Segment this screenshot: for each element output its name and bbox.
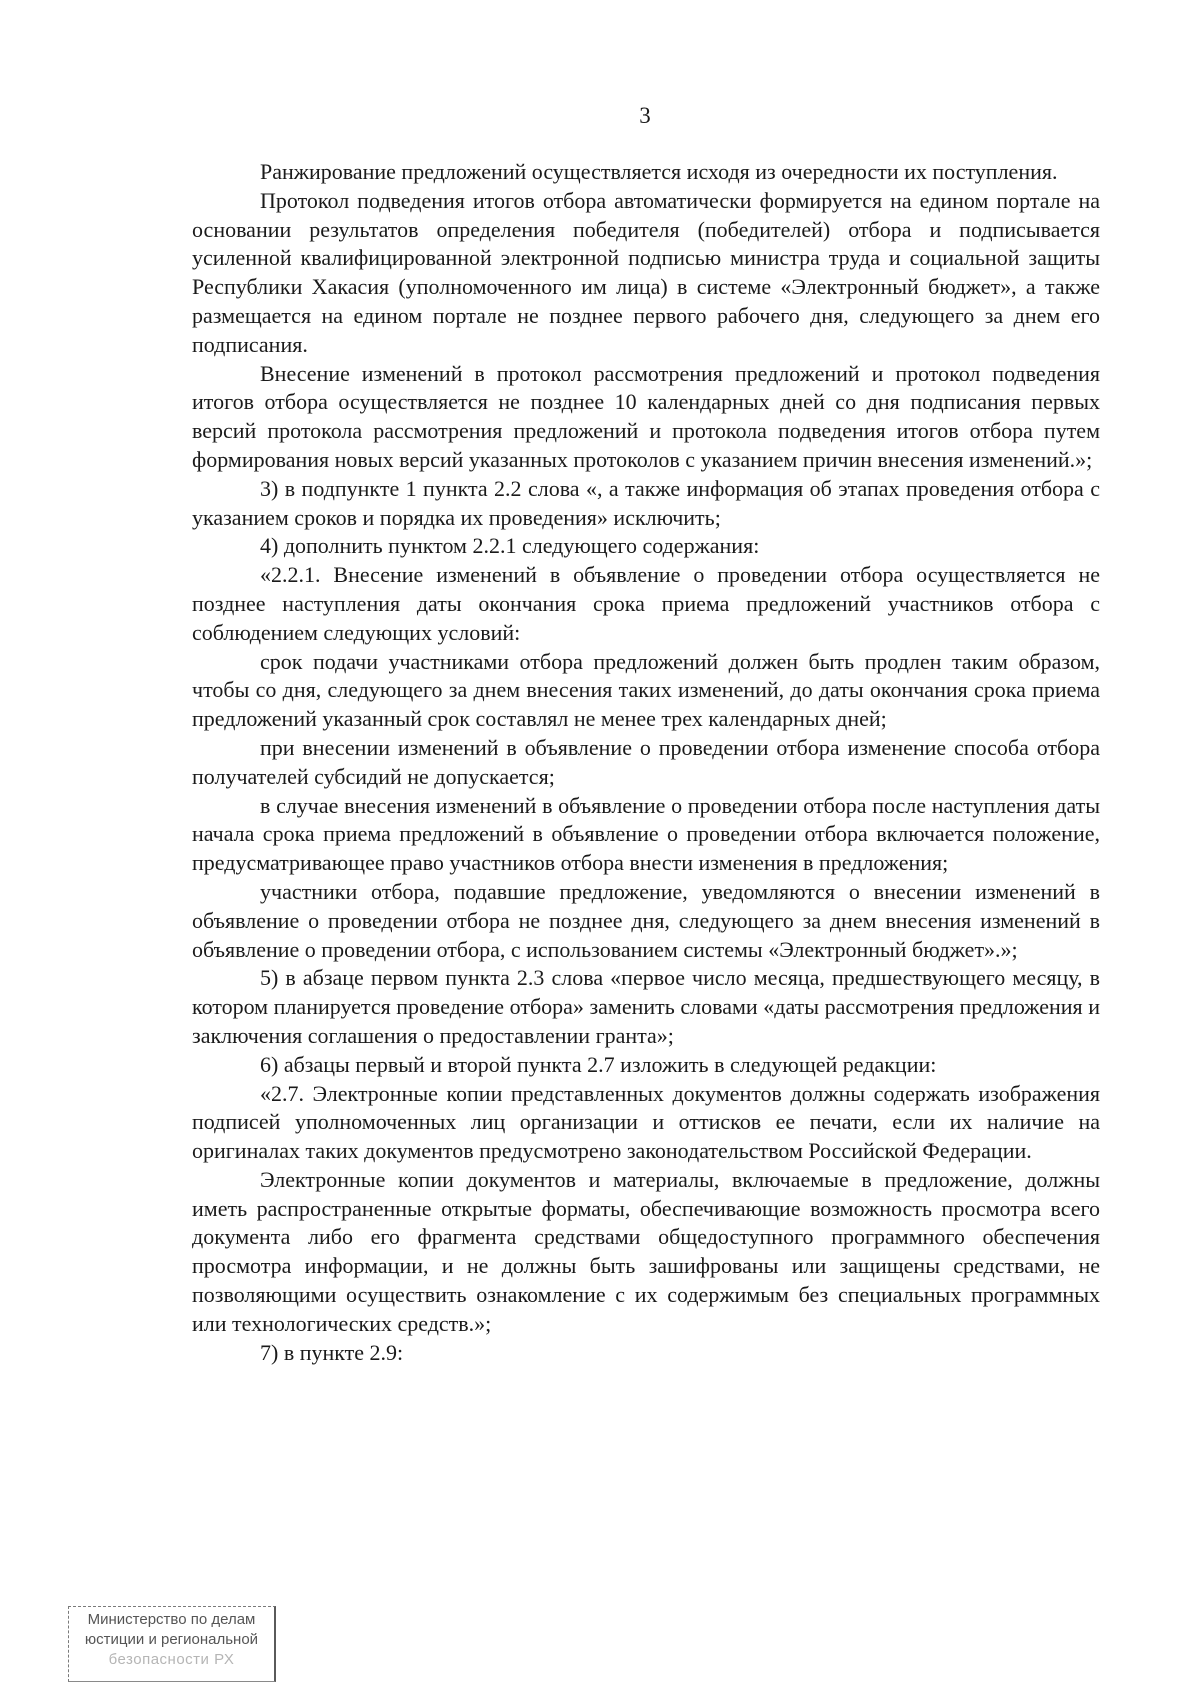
page-number: 3: [639, 103, 651, 128]
ministry-stamp: [68, 1606, 276, 1682]
paragraph-item-6: 6) абзацы первый и второй пункта 2.7 изложить в следующей редакции:: [260, 1051, 937, 1077]
paragraph-deadline-extension: срок подачи участниками отбора предложений должен быть продлен таким образом, чтобы со дня, следующего за днем внесения таких изменений, до даты окончания срока приема предложений указанный срок составлял не менее трех календарных дней;: [192, 648, 1100, 732]
paragraph-item-5: 5) в абзаце первом пункта 2.3 слова «первое число месяца, предшествующего месяцу, в котором планируется проведение отбора» заменить словами «даты рассмотрения предложения и заключения соглашения о предоставлении гранта»;: [192, 965, 1100, 1048]
stamp-line-3: безопасности РХ: [108, 1651, 235, 1668]
stamp-line-2: юстиции и региональной: [84, 1631, 259, 1648]
paragraph-ranking: Ранжирование предложений осуществляется исходя из очередности их поступления.: [260, 159, 1058, 184]
paragraph-item-4: 4) дополнить пунктом 2.2.1 следующего содержания:: [260, 533, 760, 559]
paragraph-2-2-1: «2.2.1. Внесение изменений в объявление о проведении отбора осуществляется не позднее наступления даты окончания срока приема предложений участников отбора с соблюдением следующих условий:: [192, 562, 1100, 645]
paragraph-item-3: 3) в подпункте 1 пункта 2.2 слова «, а также информация об этапах проведения отбора с указанием сроков и порядка их проведения» исключить;: [192, 475, 1100, 530]
paragraph-notification: участники отбора, подавшие предложение, уведомляются о внесении изменений в объявление о проведении отбора не позднее дня, следующего за днем внесения изменений в объявление о проведении отбора, с использованием системы «Электронный бюджет».»;: [192, 878, 1100, 962]
paragraph-electronic-copies: Электронные копии документов и материалы, включаемые в предложение, должны иметь распространенные открытые форматы, обеспечивающие возможность просмотра всего документа либо его фрагмента средствами общедоступного программного обеспечения просмотра информации, и не должны быть зашифрованы или защищены средствами, не позволяющими осуществить ознакомление с их содержимым без специальных программных или технологических средств.»;: [192, 1166, 1100, 1336]
document-body: [192, 158, 1100, 1367]
paragraph-after-start: в случае внесения изменений в объявление о проведении отбора после наступления даты начала срока приема предложений в объявление о проведении отбора включается положение, предусматривающее право участников отбора внести изменения в предложения;: [192, 792, 1100, 876]
paragraph-protocol-results: Протокол подведения итогов отбора автоматически формируется на едином портале на основании результатов определения победителя (победителей) отбора и подписывается усиленной квалифицированной электронной подписью министра труда и социальной защиты Республики Хакасия (уполномоченного им лица) в системе «Электронный бюджет», а также размещается на едином портале не позднее первого рабочего дня, следующего за днем его подписания.: [192, 187, 1100, 357]
stamp-line-1: Министерство по делам: [87, 1611, 256, 1628]
paragraph-item-7: 7) в пункте 2.9:: [260, 1339, 404, 1365]
paragraph-method-change: при внесении изменений в объявление о проведении отбора изменение способа отбора получателей субсидий не допускается;: [192, 734, 1100, 789]
paragraph-protocol-changes: Внесение изменений в протокол рассмотрения предложений и протокол подведения итогов отбора осуществляется не позднее 10 календарных дней со дня подписания первых версий протокола рассмотрения предложений и протокола подведения итогов отбора путем формирования новых версий указанных протоколов с указанием причин внесения изменений.»;: [192, 360, 1100, 472]
paragraph-2-7: «2.7. Электронные копии представленных документов должны содержать изображения подписей уполномоченных лиц организации и оттисков ее печати, если их наличие на оригиналах таких документов предусмотрено законодательством Российской Федерации.: [192, 1080, 1100, 1164]
